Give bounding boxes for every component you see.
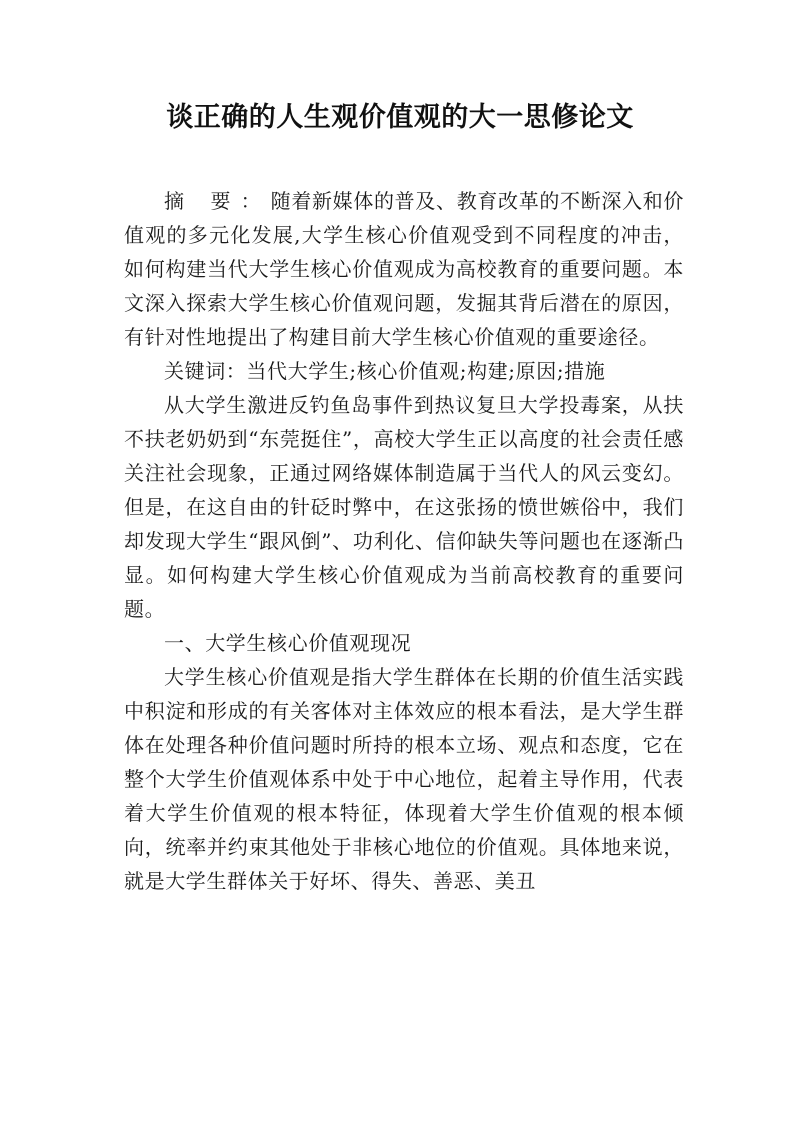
document-title: 谈正确的人生观价值观的大一思修论文 [166, 102, 634, 133]
abstract-text: 随着新媒体的普及、教育改革的不断深入和价值观的多元化发展,大学生核心价值观受到不同程度的冲击，如何构建当代大学生核心价值观成为高校教育的重要问题。本文深入探索大学生核心价值观问题，发掘其背后潜在的原因，有针对性地提出了构建目前大学生核心价值观的重要途径。 [124, 189, 685, 349]
section-paragraph: 大学生核心价值观是指大学生群体在长期的价值生活实践中积淀和形成的有关客体对主体效应的根本看法，是大学生群体在处理各种价值问题时所持的根本立场、观点和态度，它在整个大学生价值观体系中处于中心地位，起着主导作用，代表着大学生价值观的根本特征，体现着大学生价值观的根本倾向，统率并约束其他处于非核心地位的价值观。具体地来说，就是大学生群体关于好坏、得失、善恶、美丑 [124, 665, 684, 893]
document-body [124, 184, 684, 898]
abstract-label: 摘 要： [164, 189, 271, 213]
abstract-paragraph [124, 184, 684, 354]
intro-paragraph: 从大学生激进反钓鱼岛事件到热议复旦大学投毒案，从扶不扶老奶奶到“东莞挺住”，高校大学生正以高度的社会责任感关注社会现象，正通过网络媒体制造属于当代人的风云变幻。但是，在这自由的针砭时弊中，在这张扬的愤世嫉俗中，我们却发现大学生“跟风倒”、功利化、信仰缺失等问题也在逐渐凸显。如何构建大学生核心价值观成为当前高校教育的重要问题。 [124, 393, 684, 621]
keywords-paragraph [124, 354, 684, 388]
keywords-text: 当代大学生;核心价值观;构建;原因;措施 [246, 359, 606, 383]
section-heading: 一、大学生核心价值观现况 [164, 631, 412, 655]
keywords-label: 关键词： [164, 359, 247, 383]
